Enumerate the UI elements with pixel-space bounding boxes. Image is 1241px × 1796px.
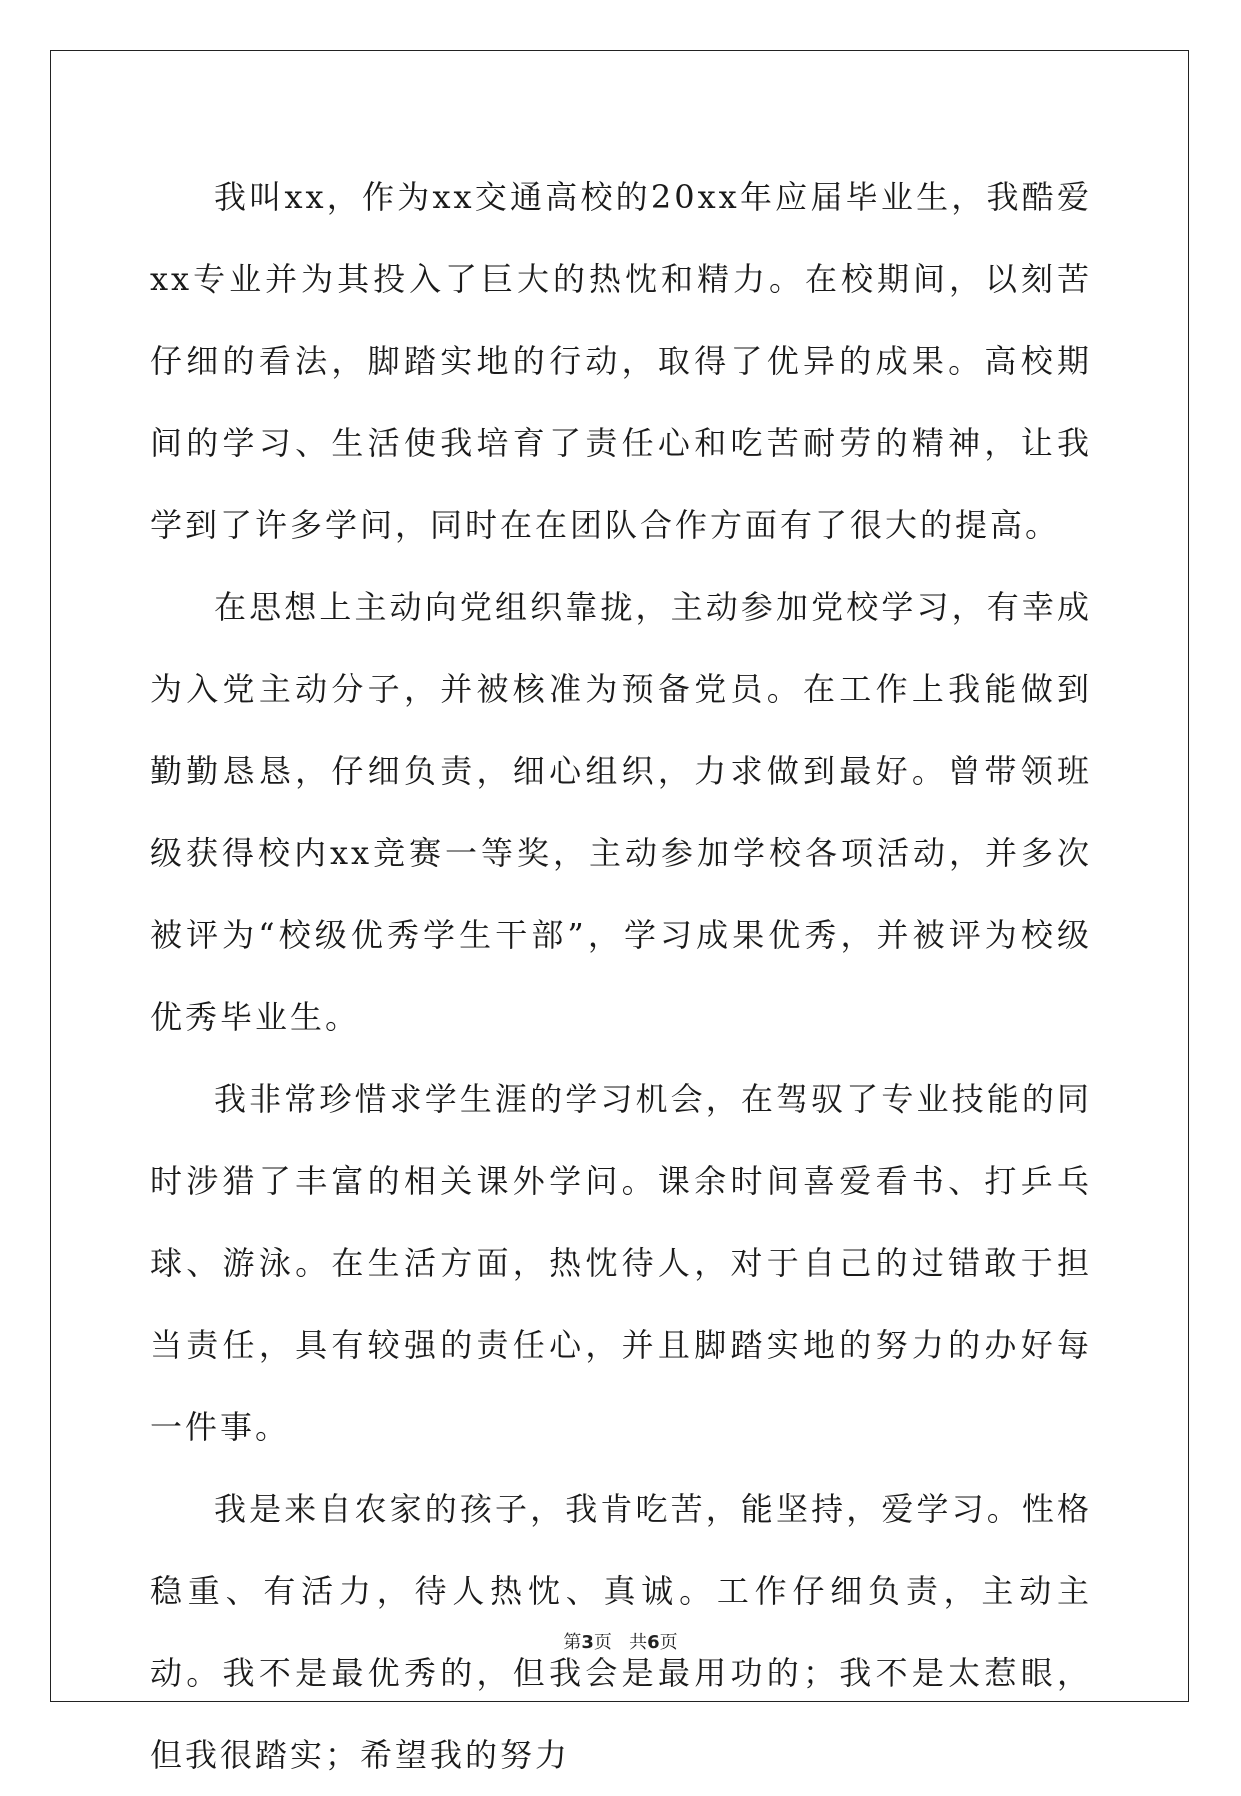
page-footer: [0, 1628, 1241, 1654]
footer-total-suffix: 页: [659, 1632, 678, 1653]
document-body: [150, 156, 1092, 1796]
paragraph-2: 在思想上主动向党组织靠拢，主动参加党校学习，有幸成为入党主动分子，并被核准为预备党员。在工作上我能做到勤勤恳恳，仔细负责，细心组织，力求做到最好。曾带领班级获得校内xx竞赛一等奖，主动参加学校各项活动，并多次被评为“校级优秀学生干部”，学习成果优秀，并被评为校级优秀毕业生。: [150, 588, 1092, 1036]
footer-total-prefix: 共: [629, 1632, 648, 1653]
paragraph-1: 我叫xx，作为xx交通高校的20xx年应届毕业生，我酷爱xx专业并为其投入了巨大的热忱和精力。在校期间，以刻苦仔细的看法，脚踏实地的行动，取得了优异的成果。高校期间的学习、生活使我培育了责任心和吃苦耐劳的精神，让我学到了许多学问，同时在在团队合作方面有了很大的提高。: [150, 178, 1092, 544]
current-page-number: 3: [581, 1632, 594, 1653]
footer-prefix: 第: [563, 1632, 582, 1653]
paragraph-3: 我非常珍惜求学生涯的学习机会，在驾驭了专业技能的同时涉猎了丰富的相关课外学问。课余时间喜爱看书、打乒乓球、游泳。在生活方面，热忱待人，对于自己的过错敢于担当责任，具有较强的责任心，并且脚踏实地的努力的办好每一件事。: [150, 1080, 1092, 1446]
paragraph-4: 我是来自农家的孩子，我肯吃苦，能坚持，爱学习。性格稳重、有活力，待人热忱、真诚。工作仔细负责，主动主动。我不是最优秀的，但我会是最用功的；我不是太惹眼，但我很踏实；希望我的努力: [150, 1490, 1092, 1774]
total-page-number: 6: [647, 1632, 660, 1653]
footer-page-word: 页: [593, 1632, 612, 1653]
